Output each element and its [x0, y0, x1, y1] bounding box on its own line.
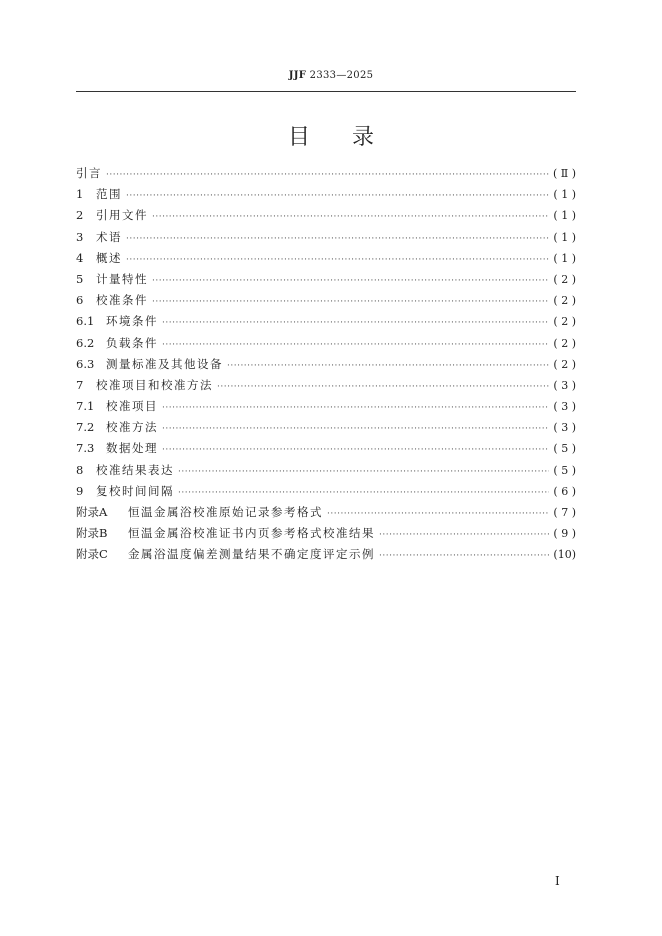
toc-entry[interactable] — [76, 546, 576, 567]
toc-entry-page: ( 5 ) — [553, 463, 576, 477]
toc-entry-page: ( 1 ) — [553, 188, 576, 202]
toc-entry-label: 数据处理 — [106, 441, 158, 456]
toc-entry[interactable] — [76, 440, 576, 461]
toc-entry-label: 校准项目 — [106, 399, 158, 414]
standard-code-prefix: JJF — [288, 70, 307, 81]
toc-dot-leader — [379, 530, 549, 540]
toc-entry[interactable] — [76, 271, 576, 292]
page-number: I — [555, 874, 560, 888]
toc-entry-page: ( 1 ) — [553, 230, 576, 244]
toc-entry-number: 9 — [76, 483, 84, 498]
toc-entry-page: ( 1 ) — [553, 209, 576, 223]
toc-entry-number: 7.3 — [76, 441, 95, 456]
toc-dot-leader — [178, 488, 549, 498]
toc-entry[interactable] — [76, 313, 576, 334]
toc-entry-number: 5 — [76, 271, 84, 286]
toc-dot-leader — [126, 234, 549, 244]
toc-entry-label: 校准结果表达 — [96, 462, 174, 477]
toc-dot-leader — [162, 424, 549, 434]
toc-dot-leader — [162, 403, 549, 413]
toc-entry-number: 6.3 — [76, 356, 95, 371]
toc-entry[interactable] — [76, 356, 576, 377]
page-header — [0, 70, 662, 81]
toc-entry-label: 测量标准及其他设备 — [106, 356, 223, 371]
toc-entry-number: 8 — [76, 462, 84, 477]
toc-entry-label: 负载条件 — [106, 335, 158, 350]
toc-entry-number: 6.2 — [76, 335, 95, 350]
toc-entry-number: 7.1 — [76, 399, 95, 414]
toc-entry[interactable] — [76, 335, 576, 356]
toc-entry-page: ( 2 ) — [553, 357, 576, 371]
toc-entry-label: 校准项目和校准方法 — [96, 377, 213, 392]
toc-entry-number: 3 — [76, 229, 84, 244]
toc-entry-label: 校准方法 — [106, 420, 158, 435]
toc-entry-page: ( 3 ) — [553, 400, 576, 414]
toc-entry-number: 7 — [76, 377, 84, 392]
toc-entry[interactable] — [76, 525, 576, 546]
toc-title: 目录 — [287, 125, 416, 150]
toc-entry-page: ( 7 ) — [553, 506, 576, 519]
toc-entry-label: 金属浴温度偏差测量结果不确定度评定示例 — [128, 547, 375, 562]
toc-entry-number: 7.2 — [76, 420, 95, 435]
toc-entry-page: ( 6 ) — [553, 484, 576, 498]
toc-dot-leader — [217, 382, 549, 392]
toc-entry-number: 附录B — [76, 526, 108, 541]
toc-entry-label: 概述 — [96, 250, 122, 265]
toc-entry-number: 1 — [76, 187, 84, 202]
toc-dot-leader — [126, 191, 549, 201]
toc-entry-page: ( Ⅱ ) — [552, 167, 576, 180]
toc-entry-page: ( 3 ) — [553, 421, 576, 435]
toc-entry-label: 计量特性 — [96, 271, 148, 286]
toc-entry[interactable] — [76, 165, 576, 186]
toc-dot-leader — [327, 509, 549, 519]
toc-entry-number: 附录A — [76, 505, 108, 519]
table-of-contents — [76, 165, 576, 568]
toc-entry-number: 6.1 — [76, 314, 95, 329]
toc-dot-leader — [162, 340, 549, 350]
toc-entry-page: ( 2 ) — [553, 272, 576, 286]
toc-entry-number: 附录C — [76, 547, 108, 562]
toc-entry-label: 术语 — [96, 229, 122, 244]
toc-entry[interactable] — [76, 250, 576, 271]
toc-entry[interactable] — [76, 419, 576, 440]
toc-dot-leader — [162, 318, 549, 328]
toc-entry[interactable] — [76, 207, 576, 228]
toc-dot-leader — [152, 212, 549, 222]
toc-dot-leader — [152, 297, 549, 307]
toc-dot-leader — [162, 445, 549, 455]
toc-entry[interactable] — [76, 377, 576, 398]
toc-entry[interactable] — [76, 398, 576, 419]
header-rule — [76, 91, 576, 92]
toc-entry[interactable] — [76, 229, 576, 250]
toc-entry-page: ( 2 ) — [553, 315, 576, 329]
toc-entry-number: 6 — [76, 293, 84, 308]
standard-code-number: 2333—2025 — [306, 70, 374, 81]
toc-entry-label: 环境条件 — [106, 314, 158, 329]
toc-entry-number: 2 — [76, 208, 84, 223]
toc-dot-leader — [379, 551, 549, 561]
toc-entry-label: 校准条件 — [96, 293, 148, 308]
toc-entry-page: ( 2 ) — [553, 336, 576, 350]
toc-entry-page: ( 3 ) — [553, 378, 576, 392]
toc-entry-label: 引言 — [76, 166, 102, 180]
toc-entry-page: ( 2 ) — [553, 294, 576, 308]
toc-entry-label: 恒温金属浴校准原始记录参考格式 — [128, 505, 323, 519]
toc-entry[interactable] — [76, 292, 576, 313]
toc-entry-page: (10) — [553, 548, 576, 562]
toc-entry-label: 复校时间间隔 — [96, 483, 174, 498]
toc-dot-leader — [106, 170, 549, 180]
toc-dot-leader — [178, 467, 549, 477]
toc-entry-page: ( 9 ) — [553, 527, 576, 541]
toc-entry[interactable] — [76, 462, 576, 483]
toc-dot-leader — [126, 255, 549, 265]
toc-entry-page: ( 5 ) — [553, 442, 576, 456]
toc-entry-page: ( 1 ) — [553, 251, 576, 265]
toc-entry[interactable] — [76, 483, 576, 504]
toc-entry-label: 范围 — [96, 187, 122, 202]
toc-entry[interactable] — [76, 186, 576, 207]
toc-dot-leader — [227, 361, 549, 371]
toc-entry-number: 4 — [76, 250, 84, 265]
toc-dot-leader — [152, 276, 549, 286]
toc-entry[interactable] — [76, 504, 576, 525]
toc-entry-label: 引用文件 — [96, 208, 148, 223]
toc-entry-label: 恒温金属浴校准证书内页参考格式校准结果 — [128, 526, 375, 541]
